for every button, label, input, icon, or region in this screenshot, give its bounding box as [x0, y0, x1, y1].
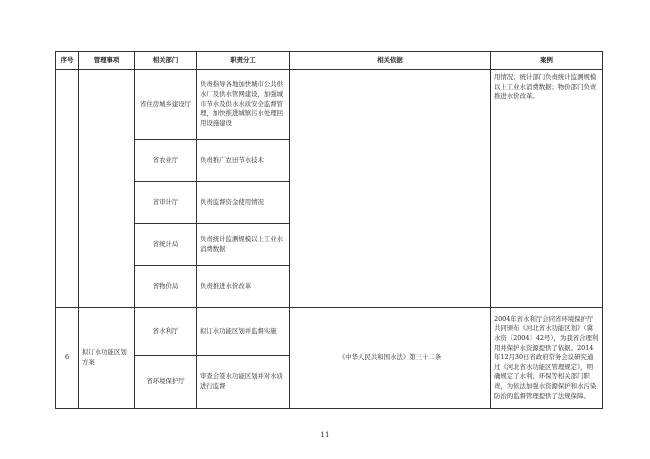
- item-cell: 拟订水功能区划方案: [79, 308, 135, 409]
- item-cell-empty: [79, 70, 135, 308]
- header-number: 序号: [56, 52, 79, 70]
- department-cell: 省审计厅: [135, 182, 197, 224]
- header-department: 相关部门: [135, 52, 197, 70]
- department-cell: 省统计局: [135, 224, 197, 266]
- duty-cell: 负责指导各地加快城市公共供水厂及供水管网建设，加强城市节水及供水水质安全监督管理，加快推进城镇污水处理回用设施建设: [197, 70, 290, 140]
- duty-cell: 负责统计监测规模以上工业水消费数据: [197, 224, 290, 266]
- table-row: [56, 308, 603, 356]
- basis-cell: 《中华人民共和国水法》第三十二条: [290, 308, 491, 409]
- department-cell: 省物价局: [135, 266, 197, 308]
- header-case: 案例: [491, 52, 603, 70]
- number-cell: 6: [56, 308, 79, 409]
- basis-cell-empty: [290, 70, 491, 308]
- department-cell: 省农业厅: [135, 140, 197, 182]
- duty-cell: 审查会签水功能区划并对水质进行监督: [197, 356, 290, 409]
- table-header-row: [56, 52, 603, 70]
- header-basis: 相关依据: [290, 52, 491, 70]
- responsibility-table: [55, 51, 603, 409]
- department-cell: 省水利厅: [135, 308, 197, 356]
- header-duty: 职责分工: [197, 52, 290, 70]
- case-cell: 2004年省水利厅会同省环境保护厅共同颁布《河北省水功能区划》（冀水资〔2004〕42号），为我省合理利用并保护水资源提供了依据。2014年12月30日省政府常务会议研究通过《河北省水功能区管理规定》，明确规定了水利、环保等相关部门职责，为依法加强水资源保护和水污染防治的监督管理提供了法规保障。: [491, 308, 603, 409]
- table-row: [56, 70, 603, 140]
- header-item: 管理事项: [79, 52, 135, 70]
- number-cell-empty: [56, 70, 79, 308]
- duty-cell: 负责监督资金使用情况: [197, 182, 290, 224]
- page-number: 11: [320, 431, 330, 439]
- duty-cell: 负责推广农田节水技术: [197, 140, 290, 182]
- department-cell: 省住房城乡建设厅: [135, 70, 197, 140]
- duty-cell: 拟订水功能区划并监督实施: [197, 308, 290, 356]
- duty-cell: 负责推进水价改革: [197, 266, 290, 308]
- case-cell: 用情况；统计部门负责统计监测规模以上工业水消费数据；物价部门负责推进水价改革。: [491, 70, 603, 308]
- department-cell: 省环境保护厅: [135, 356, 197, 409]
